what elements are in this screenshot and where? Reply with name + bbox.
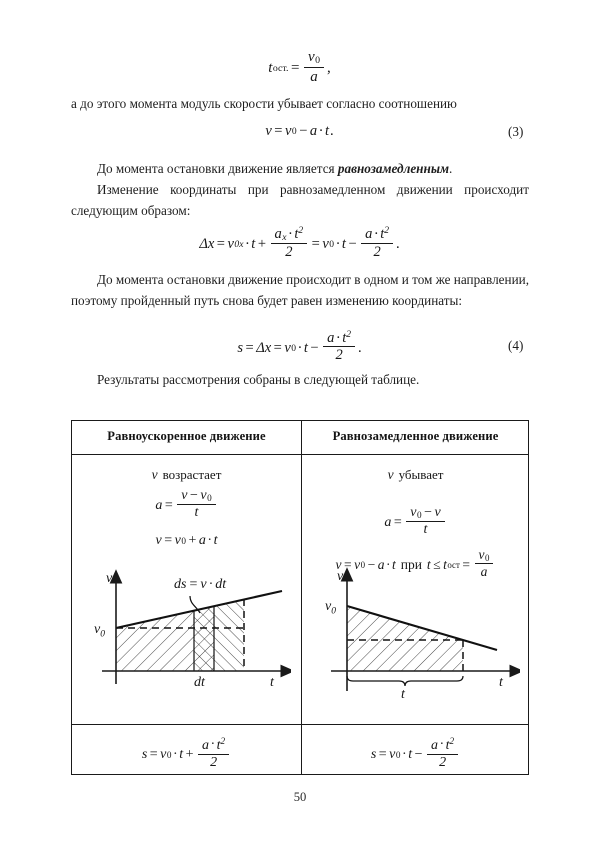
eq4-equals-1: =	[245, 339, 254, 356]
eq-dx-plus: +	[257, 236, 266, 252]
left-caption-v: v	[151, 467, 158, 482]
equation-3-number: (3)	[508, 124, 524, 139]
paragraph-results-table-intro	[71, 370, 529, 391]
right-accel-num-v0: v	[410, 504, 417, 520]
right-accel-equals: =	[393, 514, 402, 530]
right-path-t: t	[408, 746, 413, 762]
left-path-plus: +	[185, 746, 194, 762]
eq-dx-num1-a: a	[274, 225, 282, 242]
right-graph-brace-label: t	[401, 687, 405, 701]
right-path-equals: =	[378, 746, 387, 762]
right-path-minus: −	[414, 746, 423, 762]
left-path-num-dot: ·	[210, 737, 216, 753]
right-path-s: s	[370, 746, 377, 762]
left-vel-v: v	[155, 533, 162, 548]
right-vel-minus: −	[367, 556, 376, 572]
eq3-v0-sub: 0	[291, 126, 297, 137]
paragraph-2-text-a: До момента остановки движение является	[97, 161, 338, 176]
eq4-v0: v	[284, 339, 291, 356]
paragraph-4-text: До момента остановки движение происходит в одном и том же направлении, поэтому пройденный путь снова будет равен изменению координаты:	[71, 272, 529, 308]
right-vel-t2: t	[426, 556, 431, 572]
eq4-period: .	[358, 339, 362, 356]
eq-dx-dot-1: ·	[244, 236, 250, 252]
right-vel-le: ≤	[433, 556, 441, 572]
left-vel-a: a	[198, 533, 206, 548]
eq-dx-num2-a: a	[365, 226, 373, 243]
eq3-period: .	[330, 123, 334, 139]
left-path-num-a: a	[201, 737, 209, 753]
right-vel-equals: =	[344, 556, 352, 572]
eq-dx-num2-t: t	[380, 226, 385, 243]
left-vel-equals: =	[164, 533, 173, 548]
right-graph	[315, 566, 520, 701]
eq3-dot: ·	[318, 123, 324, 139]
right-graph-y-label: v	[337, 569, 344, 584]
eq3-a: a	[309, 123, 318, 139]
eq-dx-dot-2: ·	[335, 236, 341, 252]
right-vel-t: t	[391, 556, 396, 572]
eq4-s: s	[237, 339, 243, 356]
right-graph-interval-brace	[347, 676, 463, 686]
right-accel-num-v0-sub: 0	[416, 510, 422, 521]
left-velocity-formula	[72, 531, 301, 549]
table-header-rule	[72, 454, 528, 455]
eq-stop-time-den: a	[304, 67, 324, 86]
eq-dx-num1-dot: ·	[288, 225, 293, 242]
eq4-minus: −	[310, 339, 319, 356]
eq-stop-time-subscript: ост.	[272, 63, 289, 75]
left-path-t: t	[179, 746, 184, 762]
right-path-v0: v	[389, 746, 396, 762]
right-path-num-t: t	[445, 737, 450, 753]
eq-dx-v0x: v	[227, 236, 234, 252]
right-graph-svg	[315, 566, 520, 701]
table-header-left: Равноускоренное движение	[107, 429, 266, 443]
left-accel-equals: =	[164, 497, 173, 513]
eq-dx-num1-a-sub: x	[282, 232, 287, 244]
eq-dx-den2: 2	[361, 243, 393, 261]
left-vel-dot: ·	[207, 533, 213, 548]
left-accel-num-v0: v	[200, 487, 207, 503]
eq-stop-time-comma: ,	[327, 60, 331, 77]
eq4-dx: Δx	[256, 339, 272, 356]
right-path-v0-sub: 0	[395, 749, 401, 760]
eq-dx-v0: v	[322, 236, 329, 252]
paragraph-uniformly-decelerated	[71, 159, 529, 180]
table-header-right: Равнозамедленное движение	[332, 429, 499, 443]
paragraph-3-text: Изменение координаты при равнозамедленном движении происходит следующим образом:	[71, 182, 529, 218]
paragraph-path-equals-displacement	[71, 270, 529, 311]
right-vel-dot: ·	[385, 556, 391, 572]
left-vel-plus: +	[188, 533, 197, 548]
eq-dx-v0-sub: 0	[329, 239, 335, 250]
right-vel-frac-den: a	[475, 563, 494, 580]
eq-stop-time-equals: =	[290, 60, 300, 77]
paragraph-2-term: равнозамедленным	[337, 161, 450, 176]
left-accel-den: t	[177, 504, 215, 522]
eq-dx-den1: 2	[271, 243, 308, 261]
eq-dx-lhs: Δx	[199, 236, 215, 252]
right-caption	[301, 466, 530, 484]
right-vel-v0-sub: 0	[360, 559, 366, 570]
right-vel-frac-num: v	[478, 546, 485, 562]
eq-dx-t-1: t	[251, 236, 256, 252]
right-path-num-a: a	[430, 737, 438, 753]
left-path-num-t: t	[216, 737, 221, 753]
eq3-minus: −	[299, 123, 308, 139]
left-graph-x-label: t	[270, 675, 274, 690]
right-path-num-pow: 2	[449, 735, 455, 746]
eq4-num-pow: 2	[346, 328, 352, 340]
left-path-den: 2	[198, 754, 229, 772]
left-graph-y-label: v	[106, 571, 113, 586]
left-caption	[72, 466, 301, 484]
comparison-table	[71, 420, 529, 775]
left-accel-a: a	[155, 497, 163, 513]
eq-dx-num1-pow: 2	[298, 224, 304, 236]
eq3-v: v	[265, 123, 272, 139]
eq4-equals-2: =	[273, 339, 282, 356]
right-path-formula	[301, 737, 530, 773]
left-vel-v0-sub: 0	[181, 536, 186, 546]
table-bottom-row-rule	[72, 724, 528, 725]
paragraph-1-text: а до этого момента модуль скорости убывает согласно соотношению	[71, 96, 457, 111]
eq4-dot: ·	[297, 339, 303, 356]
right-graph-v0-label: $v_0$	[325, 599, 336, 617]
eq-dx-period: .	[396, 236, 400, 252]
eq-dx-v0x-sub: 0x	[234, 239, 244, 250]
equation-stop-time	[0, 50, 600, 87]
right-path-den: 2	[427, 754, 458, 772]
right-acceleration-formula	[301, 506, 530, 540]
left-graph	[86, 566, 291, 691]
left-acceleration-formula	[72, 489, 301, 523]
eq-dx-num2-dot: ·	[373, 226, 379, 243]
right-vel-pri: при	[400, 556, 422, 572]
left-accel-num-v: v	[181, 487, 188, 503]
eq4-den: 2	[323, 346, 355, 364]
paragraph-coordinate-change	[71, 180, 529, 221]
equation-displacement	[0, 226, 600, 263]
eq4-num-dot: ·	[335, 329, 341, 346]
left-caption-text: возрастает	[162, 467, 222, 482]
eq-dx-equals-1: =	[216, 236, 225, 252]
left-path-v0-sub: 0	[166, 749, 172, 760]
right-accel-den: t	[406, 521, 444, 539]
right-vel-v: v	[335, 556, 342, 572]
left-path-dot: ·	[173, 746, 178, 762]
page-number: 50	[293, 790, 307, 804]
eq-dx-equals-2: =	[311, 236, 320, 252]
eq4-num-a: a	[327, 329, 335, 346]
left-vel-t: t	[213, 533, 218, 548]
eq-dx-num2-pow: 2	[384, 225, 390, 237]
left-graph-annotation-label: ds = v · dt	[174, 577, 227, 592]
left-path-num-pow: 2	[220, 735, 226, 746]
right-accel-num-v: v	[434, 504, 441, 520]
left-path-formula	[72, 737, 301, 773]
left-graph-svg	[86, 566, 291, 691]
eq4-t: t	[303, 339, 308, 356]
left-graph-dt-label: dt	[194, 675, 205, 690]
right-vel-tost: t	[443, 556, 447, 572]
right-accel-minus: −	[424, 504, 432, 520]
left-graph-v0-label: $v_0$	[94, 622, 105, 640]
left-accel-minus: −	[189, 487, 198, 503]
eq3-v0: v	[284, 123, 292, 139]
left-accel-num-v0-sub: 0	[207, 493, 212, 504]
right-vel-a: a	[377, 556, 385, 572]
eq-stop-time-num: v	[307, 48, 315, 65]
right-accel-a: a	[384, 514, 392, 530]
eq-dx-num1-t: t	[294, 225, 299, 242]
eq4-num-t: t	[342, 329, 347, 346]
paragraph-2-text-b: .	[449, 161, 453, 176]
eq3-t: t	[324, 123, 330, 139]
right-graph-x-label: t	[499, 675, 503, 690]
eq-stop-time-t: t	[268, 60, 273, 77]
eq4-v0-sub: 0	[291, 342, 297, 354]
right-vel-frac-num-sub: 0	[485, 553, 490, 564]
right-path-dot: ·	[402, 746, 407, 762]
paragraph-velocity-decreases	[71, 94, 529, 115]
equation-4-number: (4)	[508, 338, 524, 353]
right-path-num-dot: ·	[439, 737, 445, 753]
left-path-v0: v	[160, 746, 167, 762]
left-path-s: s	[141, 746, 148, 762]
right-vel-equals-2: =	[462, 556, 471, 572]
eq-stop-time-num-sub: 0	[315, 55, 321, 67]
left-vel-v0: v	[174, 533, 181, 548]
right-caption-text: убывает	[398, 467, 444, 482]
paragraph-5-text: Результаты рассмотрения собраны в следующей таблице.	[97, 372, 420, 387]
eq-dx-minus: −	[348, 236, 357, 252]
eq-dx-t-2: t	[341, 236, 346, 252]
left-path-equals: =	[149, 746, 158, 762]
right-vel-tost-sub: ост	[447, 559, 460, 570]
eq3-equals: =	[274, 123, 283, 139]
right-vel-v0: v	[354, 556, 361, 572]
right-caption-v: v	[387, 467, 394, 482]
